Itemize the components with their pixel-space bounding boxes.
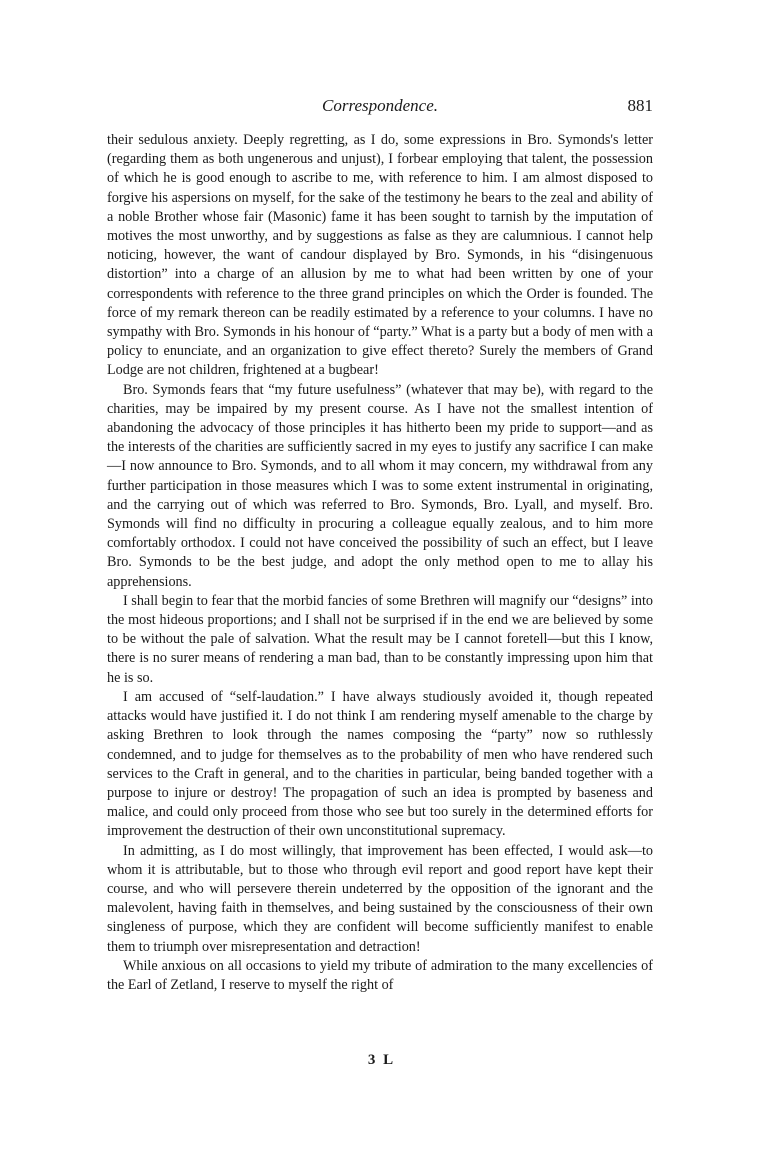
paragraph: their sedulous anxiety. Deeply regretting, as I do, some expressions in Bro. Symonds's letter (regarding them as both ungenerous and unjust), I forbear employing that talent, the possession of which he is good enough to ascribe to me, with reference to him. I am almost disposed to forgive his aspersions on myself, for the sake of the testimony he bears to the zeal and ability of a noble Brother whose fair (Masonic) fame it has been sought to tarnish by the imputation of motives the most unworthy, and by suggestions as false as they are calumnious. I cannot help noticing, however, the want of candour displayed by Bro. Symonds, in his “disingenuous distortion” into a charge of an allusion by me to what had been written by one of your correspondents with reference to the three grand principles on which the Order is founded. The force of my remark thereon can be readily estimated by a reference to your columns. I have no sympathy with Bro. Symonds in his honour of “party.” What is a party but a body of men with a policy to enunciate, and an organization to give effect thereto? Surely the members of Grand Lodge are not children, frightened at a bugbear! [107,132,653,379]
paragraph: I shall begin to fear that the morbid fancies of some Brethren will magnify our “designs” into the most hideous proportions; and I shall not be surprised if in the end we are believed by some to be without the pale of salvation. What the result may be I cannot foretell—but this I know, there is no surer means of rendering a man bad, than to be constantly impressing upon him that he is so. [107,592,653,686]
paragraph: I am accused of “self-laudation.” I have always studiously avoided it, though repeated attacks would have justified it. I do not think I am rendering myself amenable to the charge by asking Brethren to look through the names composing the “party” now so ruthlessly condemned, and to judge for themselves as to the probability of men who have rendered such services to the Craft in general, and to the charities in particular, being banded together with a purpose to injure or destroy! The propagation of such an idea is prompted by baseness and malice, and could only proceed from those who see but too surely in the determined efforts for improvement the destruction of their own unconstitutional supremacy. [107,688,653,840]
paragraph: While anxious on all occasions to yield my tribute of admiration to the many excellencies of the Earl of Zetland, I reserve to myself the right of [107,957,653,993]
paragraph: Bro. Symonds fears that “my future usefulness” (whatever that may be), with regard to the charities, may be impaired by my present course. As I have not the smallest intention of abandoning the advocacy of those principles it has hitherto been my pride to support—and as the interests of the charities are sufficiently sacred in my eyes to justify any sacrifice I can make—I now announce to Bro. Symonds, and to all whom it may concern, my withdrawal from any further participation in those measures which I was to some extent instrumental in originating, and the carrying out of which was referred to Bro. Symonds, Bro. Lyall, and myself. Bro. Symonds will find no difficulty in procuring a colleague equally zealous, and to him more comfortably orthodox. I could not have conceived the possibility of such an effect, but I leave Bro. Symonds to be the best judge, and adopt the only method open to me to allay his apprehensions. [107,381,653,590]
paragraph: In admitting, as I do most willingly, that improvement has been effected, I would ask—to whom it is attributable, but to those who through evil report and good report have kept their course, and who will persevere therein undeterred by the opposition of the ignorant and the malevolent, having faith in themselves, and being sustained by the consciousness of their own singleness of purpose, which they are confident will become sufficiently manifest to enable them to triumph over misrepresentation and detraction! [107,842,653,955]
page-number: 881 [627,96,653,115]
running-title: Correspondence. [322,96,438,115]
page-header [107,96,653,120]
signature-mark: 3 L [367,1052,396,1068]
body-text [107,131,653,995]
